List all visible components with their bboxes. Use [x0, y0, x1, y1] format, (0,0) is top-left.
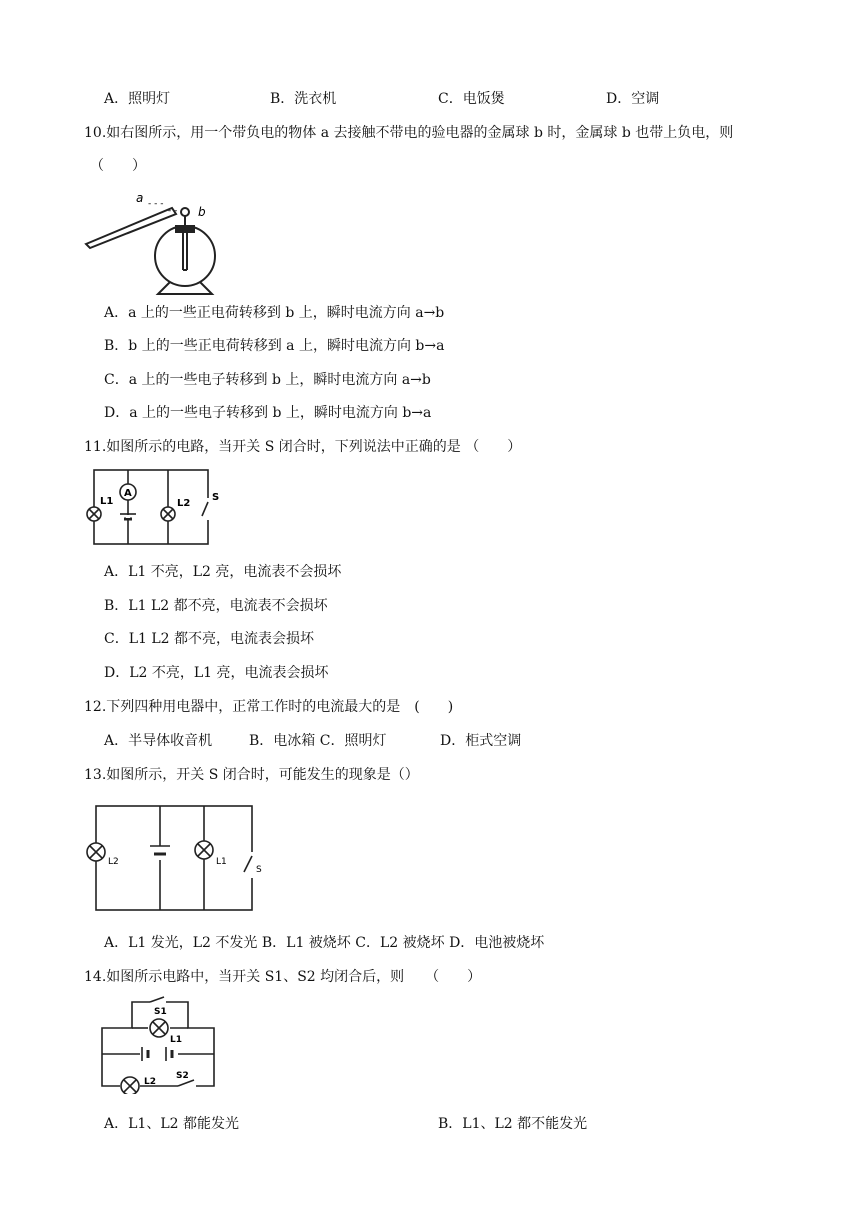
- lamp-l1-icon: [195, 841, 213, 859]
- label-l2: L2: [144, 1077, 156, 1087]
- charged-rod: [86, 208, 176, 248]
- q9-option-b: B．洗衣机: [270, 91, 337, 107]
- switch-s-icon: [244, 852, 256, 878]
- label-s: S: [256, 865, 262, 875]
- q13-stem: 13.如图所示，开关 S 闭合时，可能发生的现象是（）: [84, 767, 419, 783]
- q12-stem: 12.下列四种用电器中，正常工作时的电流最大的是 ( ): [84, 699, 454, 715]
- electroscope: [155, 208, 215, 294]
- switch-s1-icon: [150, 997, 166, 1004]
- label-s: S: [212, 492, 220, 503]
- q9-option-d: D．空调: [606, 91, 660, 107]
- label-l2: L2: [177, 498, 191, 509]
- label-s2: S2: [176, 1071, 189, 1081]
- q14-circuit-figure: [96, 994, 220, 1094]
- electroscope-figure: [84, 186, 244, 296]
- lamp-l1-icon: [150, 1019, 168, 1037]
- lamp-l2-icon: [87, 843, 105, 861]
- switch-s-icon: [202, 498, 212, 520]
- q10-option-d: D．a 上的一些电子转移到 b 上，瞬时电流方向 b→a: [104, 405, 432, 421]
- q10-stem: 10.如右图所示，用一个带负电的物体 a 去接触不带电的验电器的金属球 b 时，金属球 b 也带上负电，则: [84, 125, 734, 141]
- svg-text:- -: - -: [168, 206, 178, 216]
- q10-option-b: B．b 上的一些正电荷转移到 a 上，瞬时电流方向 b→a: [104, 338, 445, 354]
- label-l2: L2: [108, 857, 119, 867]
- lamp-l2-icon: [161, 507, 175, 521]
- label-a: A: [124, 488, 132, 499]
- q11-option-b: B．L1 L2 都不亮，电流表不会损坏: [104, 598, 328, 614]
- svg-text:- - -: - - -: [148, 199, 164, 209]
- q9-option-c: C．电饭煲: [438, 91, 505, 107]
- q11-option-d: D．L2 不亮，L1 亮，电流表会损坏: [104, 665, 329, 681]
- label-l1: L1: [216, 857, 227, 867]
- label-l1: L1: [170, 1035, 182, 1045]
- q10-paren: （ ）: [90, 158, 146, 174]
- q12-option-a: A．半导体收音机: [104, 733, 213, 749]
- battery-icon: [150, 846, 170, 854]
- label-l1: L1: [100, 496, 114, 507]
- q10-option-c: C．a 上的一些电子转移到 b 上，瞬时电流方向 a→b: [104, 372, 431, 388]
- label-b: b: [198, 205, 206, 219]
- q13-circuit-figure: [84, 800, 264, 914]
- q11-option-a: A．L1 不亮，L2 亮，电流表不会损坏: [104, 564, 342, 580]
- q11-stem: 11.如图所示的电路，当开关 S 闭合时，下列说法中正确的是 （ ）: [84, 439, 522, 455]
- q12-option-bc: B．电冰箱 C．照明灯: [249, 733, 387, 749]
- q14-stem: 14.如图所示电路中，当开关 S1、S2 均闭合后，则 （ ）: [84, 969, 482, 985]
- q14-option-a: A．L1、L2 都能发光: [104, 1116, 239, 1132]
- q13-options: A．L1 发光，L2 不发光 B．L1 被烧坏 C．L2 被烧坏 D．电池被烧坏: [104, 935, 545, 951]
- lamp-l2-icon: [121, 1077, 139, 1094]
- battery-icon: [120, 514, 136, 519]
- q9-option-a: A．照明灯: [104, 91, 171, 107]
- battery-icon: [142, 1047, 172, 1061]
- q10-option-a: A．a 上的一些正电荷转移到 b 上，瞬时电流方向 a→b: [104, 305, 445, 321]
- q11-circuit-figure: [80, 466, 220, 550]
- q14-option-b: B．L1、L2 都不能发光: [438, 1116, 588, 1132]
- lamp-l1-icon: [87, 507, 101, 521]
- label-a: a: [136, 191, 144, 205]
- q12-option-d: D．柜式空调: [440, 733, 522, 749]
- q11-option-c: C．L1 L2 都不亮，电流表会损坏: [104, 631, 315, 647]
- label-s1: S1: [154, 1007, 167, 1017]
